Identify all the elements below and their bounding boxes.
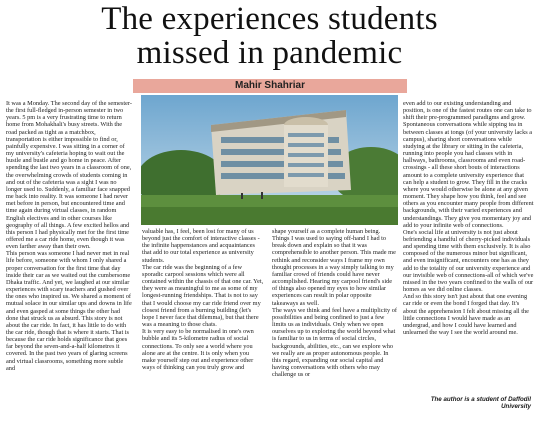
paragraph: shape yourself as a complete human being. Things I was used to saying off-hand I had to break down and explain so that it was comprehensible to another person. This made me rethink and reconsider ways I frame my own thought processes in a way simply talking to my familiar crowd of friends could have never accomplished. Hearing my carpool friend's side of things also opened my eyes to how similar experiences can result in polar opposite takeaways as well. (272, 228, 396, 307)
column-4 (403, 100, 534, 392)
column-2 (142, 228, 264, 418)
paragraph: This person was someone I had never met in real life before, someone with whom I only shared a proper conversation for the first time that day inside their car as we waited out the cumbersome Dhaka traffic. And yet, we laughed at our similar experiences with scary teachers and gushed over the ones who inspired us. We shared a moment of mutual solace in our similar ups and downs in life and even gasped at some things the other had done that struck us as absurd. This story is not about the car ride. In fact, it has little to do with the car ride, though that is where it starts. That is because the car ride holds significance that goes far beyond the seven-and-a-half kilometres it covered. In the past two years of glaring screens and virtual classrooms, something more subtle and (6, 250, 132, 372)
paragraph: It was a Monday. The second day of the semester- the first full-fledged in-person semester in two years. 5 pm is a very frustrating time to return home from Mohakhali's busy streets. With the road packed as tight as a matchbox, transportation is either impossible to find or, painfully expensive. I was sitting in a corner of my university's cafeteria hoping to wait out the hustle and bustle and go home in peace. After spending the last two years in a classroom of one, the overwhelming crowds of students coming in and out of the cafeteria was a sight I was no longer used to. Suddenly, a familiar face snapped me back into reality. It was someone I had never met before in person, but encountered time and time again during virtual classes, in random English electives and in other courses like geography of all things. A few excited hellos and this person I had physically met for the first time offered me a car ride home, even though it was even farther away than their own. (6, 100, 132, 251)
campus-building-image (141, 95, 398, 225)
author-note-line-2: University (501, 403, 531, 410)
paragraph: even add to our existing understanding and position, is one of the fastest routes one can take to shift their pre-programmed paradigms and grow. Spontaneous conversations while sipping tea in between classes at tongs (of your university lacks a campus), sharing short conversations while studying at the library or sitting in the cafeteria, running into people you had classes with in hallways, bathrooms, classrooms and even road-crossings - all these short bouts of interactions amount to a complete university experience that can help a student to grow. They fill in the cracks where you would otherwise be alone at any given moment. They shape how you think, feel and see others as you encounter many people from different backgrounds, with their varied experiences and understandings. They give you momentary joy and add to your infinite web of connections. (403, 100, 534, 229)
paragraph: The car ride was the beginning of a few sporadic carpool sessions which were all contained within the chassis of that one car. Yet, they were as meaningful to me as some of my longest-running friendships. That is not to say that I would choose my car ride friend over my closest friend from a burning building (let's hope I never face that dilemma), but that there was a meaning to those chats. (142, 263, 264, 329)
author-byline: Mahir Shahriar (234, 80, 306, 91)
paragraph: It is very easy to be normalised in one's own bubble and its 5-kilometre radius of social connections. To only see a world where you alone are at the centre. It is only when you make yourself step out and experience other ways of thinking can you truly grow and (142, 328, 254, 371)
author-note-line-1: The author is a student of Daffodil (430, 396, 531, 403)
paragraph: valuable has, I feel, been lost for many of us beyond just the comfort of interactive classes - the infinite happenstances and acquaintances that add to our total experience as university students. (142, 228, 260, 264)
headline-line-2: missed in pandemic (136, 35, 403, 71)
paragraph: The ways we think and feel have a multiplicity of possibilities and being confined to just a few limits us as individuals. Only when we open ourselves up to exploring the world beyond what is familiar to us in terms of social circles, backgrounds, abilities, etc., can we explore who we really are as proper autonomous people. In this regard, expanding our social capital and having conversations with others who may challenge us or (272, 306, 398, 379)
headline-line-1: The experiences students (101, 1, 438, 37)
byline-bar (133, 79, 407, 93)
headline (0, 2, 539, 70)
paragraph: And so this story isn't just about that one evening car ride or even the bond I forged that day. It's about the apprehension I felt about missing all the little connections I would have made as an undergrad, and how I could have learned and unlearned the way I see the world around me. (403, 293, 529, 336)
column-3 (272, 228, 398, 418)
author-note (403, 396, 531, 410)
campus-photo (141, 95, 398, 225)
paragraph: One's social life at university is not just about befriending a handful of cherry-picked individuals and spending time with them exclusively. It is also composed of the numerous minor but significant, and even insignificant, encounters one has as they add to the totality of our university experience and our invisible web of connections-all of which we've missed in the two years confined to the walls of our homes as we did online classes. (403, 228, 534, 294)
column-1 (6, 100, 132, 415)
